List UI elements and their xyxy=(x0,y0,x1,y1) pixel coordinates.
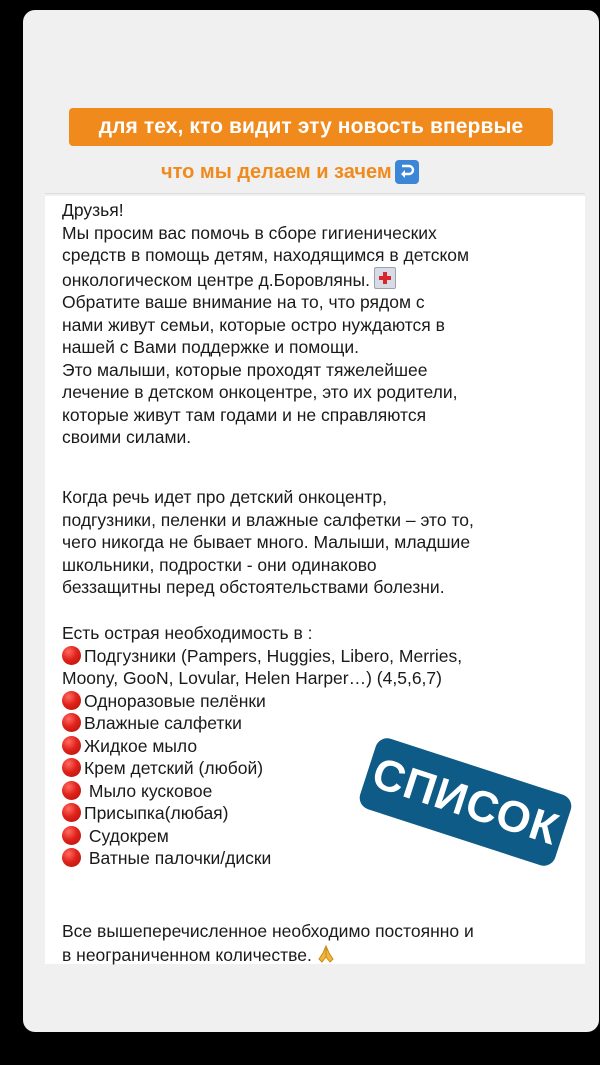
red-circle-icon xyxy=(62,736,81,755)
list-item-label: Судокрем xyxy=(84,825,169,846)
list-item-label: Жидкое мыло xyxy=(84,735,198,756)
story-card xyxy=(23,10,599,1032)
text-line: своими силами. xyxy=(62,427,192,447)
list-item-label: Присыпка(любая) xyxy=(84,803,229,823)
text-line: которые живут там годами и не справляются xyxy=(62,404,427,425)
red-circle-icon xyxy=(62,826,81,845)
text-line: Все вышеперечисленное необходимо постоянно и xyxy=(62,921,474,941)
text-line: школьники, подростки - они одинаково xyxy=(62,554,377,575)
subheadline xyxy=(161,156,419,188)
text-line: Когда речь идет про детский онкоцентр, xyxy=(62,487,387,507)
text-line: Друзья! xyxy=(62,200,124,220)
red-circle-icon xyxy=(62,848,81,867)
text-line: нашей с Вами поддержке и помощи. xyxy=(62,337,360,357)
red-circle-icon xyxy=(62,713,81,732)
text-line: подгузники, пеленки и влажные салфетки – это то, xyxy=(62,509,474,530)
text-line: чего никогда не бывает много. Малыши, младшие xyxy=(62,532,471,552)
text-segment: в неограниченном количестве. xyxy=(62,944,312,965)
text-line xyxy=(62,267,562,292)
headline-banner xyxy=(69,108,553,146)
list-item xyxy=(62,690,562,713)
text-line: Мы просим вас помочь в сборе гигиенических xyxy=(62,222,437,243)
list-item xyxy=(62,735,562,758)
subheadline-text: что мы делаем и зачем xyxy=(161,160,392,183)
sticker-label: СПИСОК xyxy=(366,748,565,855)
list-item-label: Крем детский (любой) xyxy=(84,758,264,778)
list-item-label: Влажные салфетки xyxy=(84,713,242,733)
list-item-label: Ватные палочки/диски xyxy=(84,848,272,868)
arrow-return-icon xyxy=(395,160,419,184)
red-circle-icon xyxy=(62,691,81,710)
headline-text: для тех, кто видит эту новость впервые xyxy=(98,115,524,138)
text-line: нами живут семьи, которые остро нуждаются в xyxy=(62,314,445,335)
folded-hands-icon xyxy=(315,943,337,965)
list-item-label: Одноразовые пелёнки xyxy=(84,690,266,711)
text-line: средств в помощь детям, находящимся в детском xyxy=(62,245,470,265)
list-item xyxy=(62,712,562,735)
red-circle-icon xyxy=(62,646,81,665)
red-circle-icon xyxy=(62,758,81,777)
red-circle-icon xyxy=(62,803,81,822)
list-title: Есть острая необходимость в : xyxy=(62,623,313,643)
text-line: беззащитны перед обстоятельствами болезни. xyxy=(62,577,445,597)
hospital-icon xyxy=(374,267,396,289)
paragraph-intro xyxy=(62,199,562,449)
text-segment: онкологическом центре д.Боровляны. xyxy=(62,269,370,290)
text-line: Это малыши, которые проходят тяжелейшее xyxy=(62,359,428,380)
list-item xyxy=(62,645,562,668)
list-item-continuation: Moony, GooN, Lovular, Helen Harper…) (4,5,6,7) xyxy=(62,668,442,688)
paragraph-closing xyxy=(62,920,562,966)
text-line xyxy=(62,943,562,967)
list-item-label: Подгузники (Pampers, Huggies, Libero, Merries, xyxy=(84,645,463,666)
red-circle-icon xyxy=(62,781,81,800)
list-item-label: Мыло кусковое xyxy=(84,780,213,801)
text-line: лечение в детском онкоцентре, это их родители, xyxy=(62,382,458,402)
text-line: Обратите ваше внимание на то, что рядом с xyxy=(62,292,425,312)
paragraph-need xyxy=(62,486,562,599)
divider xyxy=(45,193,585,194)
list-item xyxy=(62,847,562,870)
